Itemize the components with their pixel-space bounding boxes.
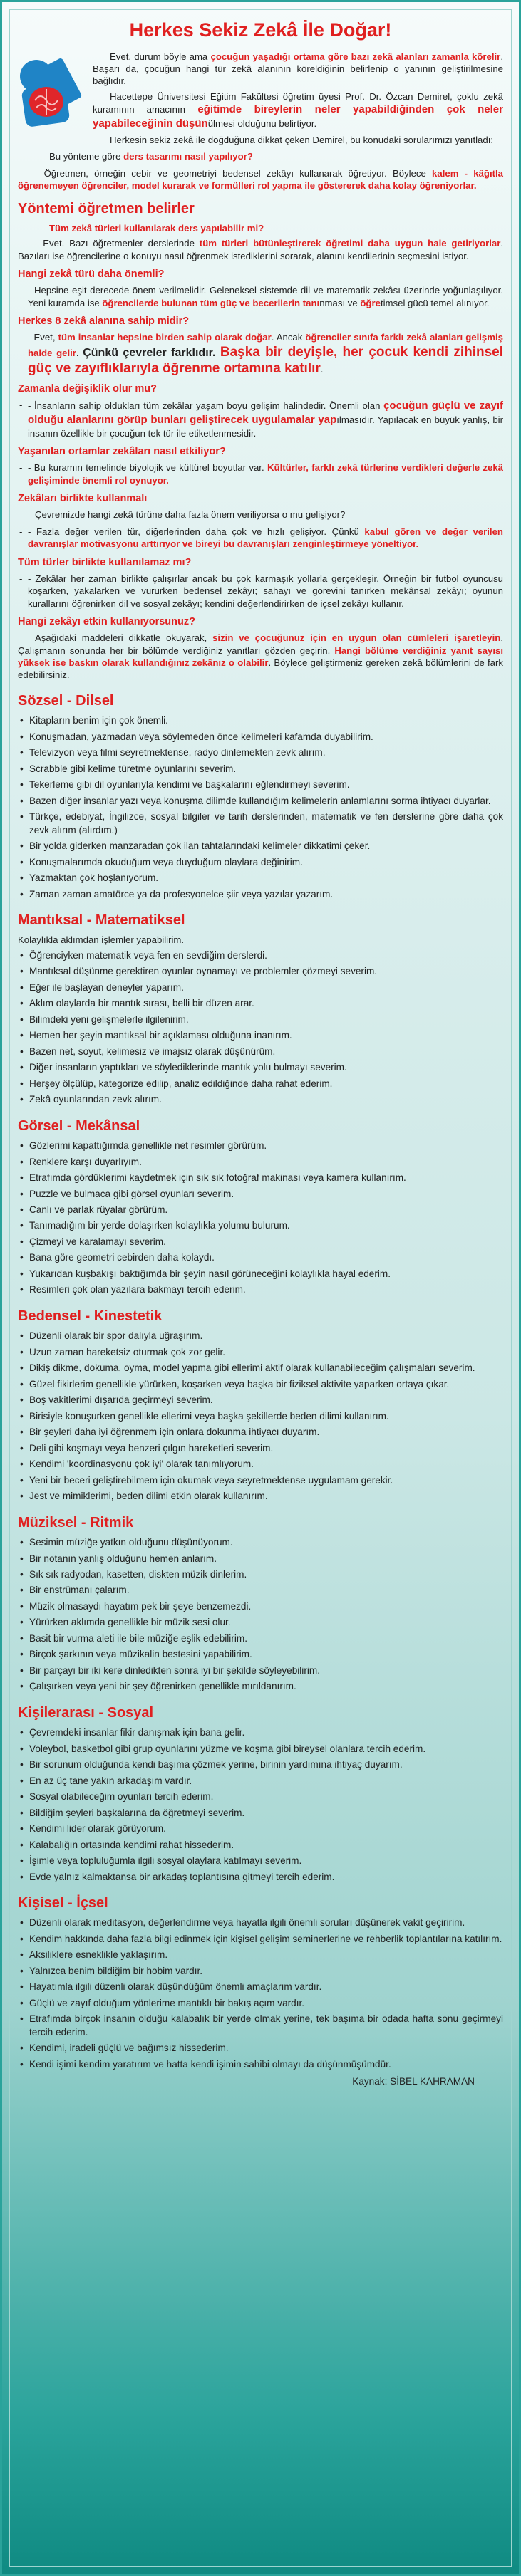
checklist-item: • Etrafımda gördüklerimi kaydetmek için sık sık fotoğraf makinası veya kamera kullanırım. (18, 1172, 503, 1184)
checklist-item: • En az üç tane yakın arkadaşım vardır. (18, 1775, 503, 1788)
paragraph-which: Aşağıdaki maddeleri dikkatle okuyarak, sizin ve çocuğunuz için en uygun olan cümleleri işaretleyin. Çalışmanın sonunda her bir bölümde verdiğiniz yanıtları gözden geçirin. Hangi bölüme verdiğiniz yanıt sayısı yüksek ise baskın olarak kullandığınız zekânız o olabilir. Böylece geliştirmeniz gereken zekâ bölümlerini de fark edebilirsiniz. (18, 632, 504, 681)
checklist-item: • Canlı ve parlak rüyalar görürüm. (18, 1204, 503, 1216)
source-signature: Kaynak: SİBEL KAHRAMAN (352, 2076, 475, 2087)
section-title-which: Hangi zekâyı etkin kullanıyorsunuz? (18, 616, 195, 627)
intro-paragraph-1: Evet, durum böyle ama çocuğun yaşadığı ortama göre bazı zekâ alanları zamanla körelir. Başarı da, çocuğun hangi tür zekâ alanının köreldiğinin belirlenip o yanının geliştirilmesine bağlıdır. (93, 51, 503, 87)
checklist-item: • Hayatımla ilgili düzenli olarak düşündüğüm önemli amaçlarım vardır. (18, 1981, 503, 1993)
checklist-item: • Yazmaktan çok hoşlanıyorum. (18, 872, 503, 885)
checklist-item: • Etrafımda birçok insanın olduğu kalabalık bir yerde olmak yerine, tek başıma bir odada hafta sonu geçirmeyi tercih ederim. (18, 2013, 503, 2039)
answer-eight: - - Evet, tüm insanlar hepsine birden sahip olarak doğar. Ancak öğrenciler sınıfa farklı zekâ alanları gelişmiş halde gelir. Çünkü çevreler farklıdır. Başka bir deyişle, her çocuk kendi zihinsel güç ve zayıflıklarıyla öğrenme ortamına katılır. (18, 331, 503, 377)
checklist-item: • Renklere karşı duyarlıyım. (18, 1156, 503, 1169)
checklist-item: • Dikiş dikme, dokuma, oyma, model yapma gibi ellerimi aktif olarak kullanabileceğim çalışmaları severim. (18, 1362, 503, 1375)
brain-logo-icon (18, 51, 86, 129)
checklist-item: • Tekerleme gibi dil oyunlarıyla kendimi ve başkalarını eğlendirmeyi severim. (18, 778, 503, 791)
checklist-item: • Yukarıdan kuşbakışı baktığımda bir şeyin nasıl görüneceğini kolaylıkla hayal ederim. (18, 1268, 503, 1281)
checklist-item: • Basit bir vurma aleti ile bile müziğe eşlik edebilirim. (18, 1632, 503, 1645)
section-title-change: Zamanla değişiklik olur mu? (18, 383, 157, 395)
section-title-importance: Hangi zekâ türü daha önemli? (18, 268, 165, 281)
checklist-item: • Yalnızca benim bildiğim bir hobim vardır. (18, 1965, 503, 1978)
checklist-item: • Zekâ oyunlarından zevk alırım. (18, 1093, 503, 1106)
checklist-item: • Scrabble gibi kelime türetme oyunlarını severim. (18, 763, 503, 776)
intro-answer: - Öğretmen, örneğin cebir ve geometriyi bedensel zekâyı kullanarak öğretiyor. Böylece kalem - kâğıtla öğrenemeyen öğrenciler, model kurarak ve formülleri rol yapma ile göstererek daha kolay öğreniyorlar. (18, 167, 503, 192)
intelligence-list (18, 1140, 503, 1297)
intro-question: Bu yönteme göre ders tasarımı nasıl yapılıyor? (49, 151, 253, 162)
section-title-all-together: Tüm türler birlikte kullanılamaz mı? (18, 556, 192, 568)
checklist-item: • Bir parçayı bir iki kere dinledikten sonra iyi bir şekilde söyleyebilirim. (18, 1664, 503, 1677)
intelligence-title: Sözsel - Dilsel (18, 692, 114, 709)
intelligence-title: Görsel - Mekânsal (18, 1117, 140, 1134)
answer-environment: - - Bu kuramın temelinde biyolojik ve kültürel boyutlar var. Kültürler, farklı zekâ türlerine verdikleri değerle zekâ gelişiminde önemli rol oynuyor. (18, 462, 503, 486)
checklist-item: • Çalışırken veya yeni bir şey öğrenirken genellikle mırıldanırım. (18, 1680, 503, 1693)
checklist-item: • Uzun zaman hareketsiz oturmak çok zor gelir. (18, 1346, 503, 1359)
checklist-item: • Çevremdeki insanlar fikir danışmak için bana gelir. (18, 1726, 503, 1739)
section-title-eight: Herkes 8 zekâ alanına sahip midir? (18, 316, 190, 328)
checklist-item: • Güçlü ve zayıf olduğum yönlerime mantıklı bir bakış açım vardır. (18, 1997, 503, 2010)
checklist-item: • Yeni bir beceri geliştirebilmem için okumak veya seyretmektense uygulamam gerekir. (18, 1474, 503, 1487)
section-title-method: Yöntemi öğretmen belirler (18, 200, 195, 217)
checklist-item: • Aksiliklere esneklikle yaklaşırım. (18, 1949, 503, 1961)
checklist-item: • Konuşmalarımda okuduğum veya duyduğum olaylara değinirim. (18, 856, 503, 869)
checklist-item: • Diğer insanların yaptıkları ve söylediklerinde mantık yolu bulmayı severim. (18, 1061, 503, 1074)
checklist-item: • Sosyal olabileceğim oyunları tercih ederim. (18, 1790, 503, 1803)
checklist-item: • Tanımadığım bir yerde dolaşırken kolaylıkla yolumu bulurum. (18, 1219, 503, 1232)
checklist-item: • Televizyon veya filmi seyretmektense, radyo dinlemekten zevk alırım. (18, 746, 503, 759)
intelligence-list (18, 1330, 503, 1503)
checklist-item: • Hemen her şeyin mantıksal bir açıklaması olduğuna inanırım. (18, 1029, 503, 1042)
checklist-item: • Bazen net, soyut, kelimesiz ve imajsız olarak düşünürüm. (18, 1045, 503, 1058)
intelligence-list (18, 1726, 503, 1884)
checklist-item: • Kalabalığın ortasında kendimi rahat hissederim. (18, 1839, 503, 1852)
intelligence-list (18, 714, 503, 901)
checklist-item: • Jest ve mimiklerimi, beden dilimi etkin olarak kullanırım. (18, 1490, 503, 1503)
poster-content (18, 18, 503, 2088)
checklist-item: • Kendimi 'koordinasyonu çok iyi' olarak tanımlıyorum. (18, 1458, 503, 1471)
checklist-item: • Puzzle ve bulmaca gibi görsel oyunları severim. (18, 1188, 503, 1201)
checklist-item: • Herşey ölçülüp, kategorize edilip, analiz edildiğinde daha rahat ederim. (18, 1078, 503, 1090)
answer-all-together: - - Zekâlar her zaman birlikte çalışırlar ancak bu çok karmaşık yollarla gerçekleşir. Örneğin bir futbol oyuncusu koşarken, yakalarken ve vururken bedensel zekâyı; sahayı ve görevini tanırken mekânsal zekâyı; oyunun kurallarını öğrenirken dil ve sosyal zekâyı; kendini değerlendirirken de içsel zekâyı kullanır. (18, 573, 503, 610)
checklist-item: • Kendi işimi kendim yaratırım ve hatta kendi işimin sahibi olmayı da düşünmüşümdür. (18, 2058, 503, 2071)
checklist-item: • Kendim hakkında daha fazla bilgi edinmek için kişisel gelişim seminerlerine ve rehberlik toplantılarına katılırım. (18, 1933, 503, 1946)
page-title: Herkes Sekiz Zekâ İle Doğar! (129, 19, 392, 41)
checklist-item: • Düzenli olarak meditasyon, değerlendirme veya hayatla ilgili önemli soruları düşünerek vakit geçiririm. (18, 1917, 503, 1929)
intro-paragraph-3: Herkesin sekiz zekâ ile doğduğuna dikkat çeken Demirel, bu konudaki sorularımızı yanıtladı: (110, 134, 494, 145)
checklist-item: • Kendimi, iradeli güçlü ve bağımsız hissederim. (18, 2042, 503, 2055)
checklist-item: • Bir notanın yanlış olduğunu hemen anlarım. (18, 1553, 503, 1565)
intelligence-title: Kişilerarası - Sosyal (18, 1704, 154, 1721)
checklist-item: • Birçok şarkının veya müzikalin bestesini yapabilirim. (18, 1648, 503, 1661)
checklist-item: • Kitapların benim için çok önemli. (18, 714, 503, 727)
checklist-item: • Bir şeyleri daha iyi öğrenmem için onlara dokunma ihtiyacı duyarım. (18, 1426, 503, 1439)
checklist-item: • Boş vakitlerimi dışarıda geçirmeyi severim. (18, 1394, 503, 1407)
checklist-item: • Türkçe, edebiyat, İngilizce, sosyal bilgiler ve tarih derslerinden, matematik ve fen derslerine göre daha çok zevk alırım (alırdım.) (18, 810, 503, 837)
intelligence-title: Kişisel - İçsel (18, 1895, 108, 1912)
checklist-item: • Yürürken aklımda genellikle bir müzik sesi olur. (18, 1616, 503, 1629)
checklist-item: • Deli gibi koşmayı veya benzeri çılgın hareketleri severim. (18, 1442, 503, 1455)
intro-block (18, 51, 503, 131)
checklist-item: • Bir yolda giderken manzaradan çok ilan tahtalarındaki kelimeler dikkatimi çeker. (18, 840, 503, 852)
checklist-item: • Zaman zaman amatörce ya da profesyonelce şiir veya yazılar yazarım. (18, 888, 503, 901)
checklist-item: • Sesimin müziğe yatkın olduğunu düşünüyorum. (18, 1536, 503, 1549)
intelligence-title: Mantıksal - Matematiksel (18, 912, 185, 929)
checklist-item: • Bir sorunum olduğunda kendi başıma çözmek yerine, birinin yardımına ihtiyaç duyarım. (18, 1758, 503, 1771)
answer-all-types: - Evet. Bazı öğretmenler derslerinde tüm türleri bütünleştirerek öğretimi daha uygun hale getiriyorlar. Bazıları ise öğrencilerine o konuyu nasıl öğrenmek istediklerini sorarak, alanını kendilerinin seçmesini istiyor. (18, 238, 503, 261)
checklist-item: • Öğrenciyken matematik veya fen en sevdiğim derslerdi. (18, 949, 503, 962)
section-title-environment: Yaşanılan ortamlar zekâları nasıl etkiliyor? (18, 446, 226, 458)
checklist-item: • Sık sık radyodan, kasetten, diskten müzik dinlerim. (18, 1568, 503, 1581)
checklist-item: • Gözlerimi kapattığımda genellikle net resimler görürüm. (18, 1140, 503, 1152)
intelligence-list (18, 1536, 503, 1694)
checklist-item: • Bazen diğer insanlar yazı veya konuşma dilimde kullandığım kelimelerin anlamlarını sorma ihtiyacı duyarlar. (18, 795, 503, 808)
intelligence-title: Müziksel - Ritmik (18, 1514, 134, 1531)
intelligence-checklists (18, 692, 503, 2072)
checklist-item: • Çizmeyi ve karalamayı severim. (18, 1236, 503, 1248)
intelligence-lead: Kolaylıkla aklımdan işlemler yapabilirim. (18, 934, 185, 946)
checklist-item: • Konuşmadan, yazmadan veya söylemeden önce kelimeleri kafamda duyabilirim. (18, 731, 503, 744)
checklist-item: • Güzel fikirlerim genellikle yürürken, koşarken veya başka bir fiziksel aktivite yaparken ortaya çıkar. (18, 1378, 503, 1391)
checklist-item: • Resimleri çok olan yazılara bakmayı tercih ederim. (18, 1283, 503, 1296)
checklist-item: • Mantıksal düşünme gerektiren oyunlar oynamayı ve problemler çözmeyi severim. (18, 965, 503, 978)
answer-together: - - Fazla değer verilen tür, diğerlerinden daha çok ve hızlı gelişiyor. Çünkü kabul gören ve değer verilen davranışlar motivasyonu arttırıyor ve bireyi bu davranışları zenginleştirmeye yöneltiyor. (18, 526, 503, 551)
intelligence-title: Bedensel - Kinestetik (18, 1308, 163, 1324)
answer-importance: - - Hepsine eşit derecede önem verilmelidir. Geleneksel sistemde dil ve matematik zekâsı üzerinde yoğunlaşılıyor. Yeni kuramda ise öğrencilerde bulunan tüm güç ve becerilerin tanınması ve öğretimsel gücü temel alınıyor. (18, 284, 503, 309)
checklist-item: • Eğer ile başlayan deneyler yaparım. (18, 981, 503, 994)
section-title-together: Zekâları birlikte kullanmalı (18, 493, 148, 505)
question-together: Çevremizde hangi zekâ türüne daha fazla önem veriliyorsa o mu gelişiyor? (35, 509, 346, 521)
checklist-item: • İşimle veya topluluğumla ilgili sosyal olaylara katılmayı severim. (18, 1855, 503, 1867)
checklist-item: • Düzenli olarak bir spor dalıyla uğraşırım. (18, 1330, 503, 1342)
checklist-item: • Bir enstrümanı çalarım. (18, 1584, 503, 1597)
question-all-types: Tüm zekâ türleri kullanılarak ders yapılabilir mi? (49, 222, 264, 234)
checklist-item: • Bildiğim şeyleri başkalarına da öğretmeyi severim. (18, 1807, 503, 1820)
intelligence-list (18, 1917, 503, 2071)
checklist-item: • Kendimi lider olarak görüyorum. (18, 1823, 503, 1835)
intelligence-list (18, 949, 503, 1107)
intro-paragraph-2: Hacettepe Üniversitesi Eğitim Fakültesi öğretim üyesi Prof. Dr. Özcan Demirel, çoklu zekâ kuramının amacının eğitimde bireylerin neler yapabildiğinden çok neler yapabileceğinin düşünülmesi olduğunu belirtiyor. (93, 90, 503, 130)
checklist-item: • Müzik olmasaydı hayatım pek bir şeye benzemezdi. (18, 1600, 503, 1613)
checklist-item: • Birisiyle konuşurken genellikle ellerimi veya başka şekillerde beden dilimi kullanırım. (18, 1410, 503, 1423)
checklist-item: • Bana göre geometri cebirden daha kolaydı. (18, 1251, 503, 1264)
checklist-item: • Bilimdeki yeni gelişmelerle ilgilenirim. (18, 1013, 503, 1026)
checklist-item: • Voleybol, basketbol gibi grup oyunlarını yüzme ve koşma gibi bireysel olanlara tercih ederim. (18, 1743, 503, 1756)
answer-change: - - İnsanların sahip oldukları tüm zekâlar yaşam boyu gelişim halindedir. Önemli olan çocuğun güçlü ve zayıf olduğu alanlarını görüp bunları geliştirecek uygulamalar yapılmasıdır. Yapılacak en büyük yanlış, bir insanın özellikle bir çocuğun tek tür ile etiketlenmesidir. (18, 399, 503, 439)
checklist-item: • Aklım olaylarda bir mantık sırası, belli bir düzen arar. (18, 997, 503, 1010)
checklist-item: • Evde yalnız kalmaktansa bir arkadaş toplantısına gitmeyi tercih ederim. (18, 1871, 503, 1884)
